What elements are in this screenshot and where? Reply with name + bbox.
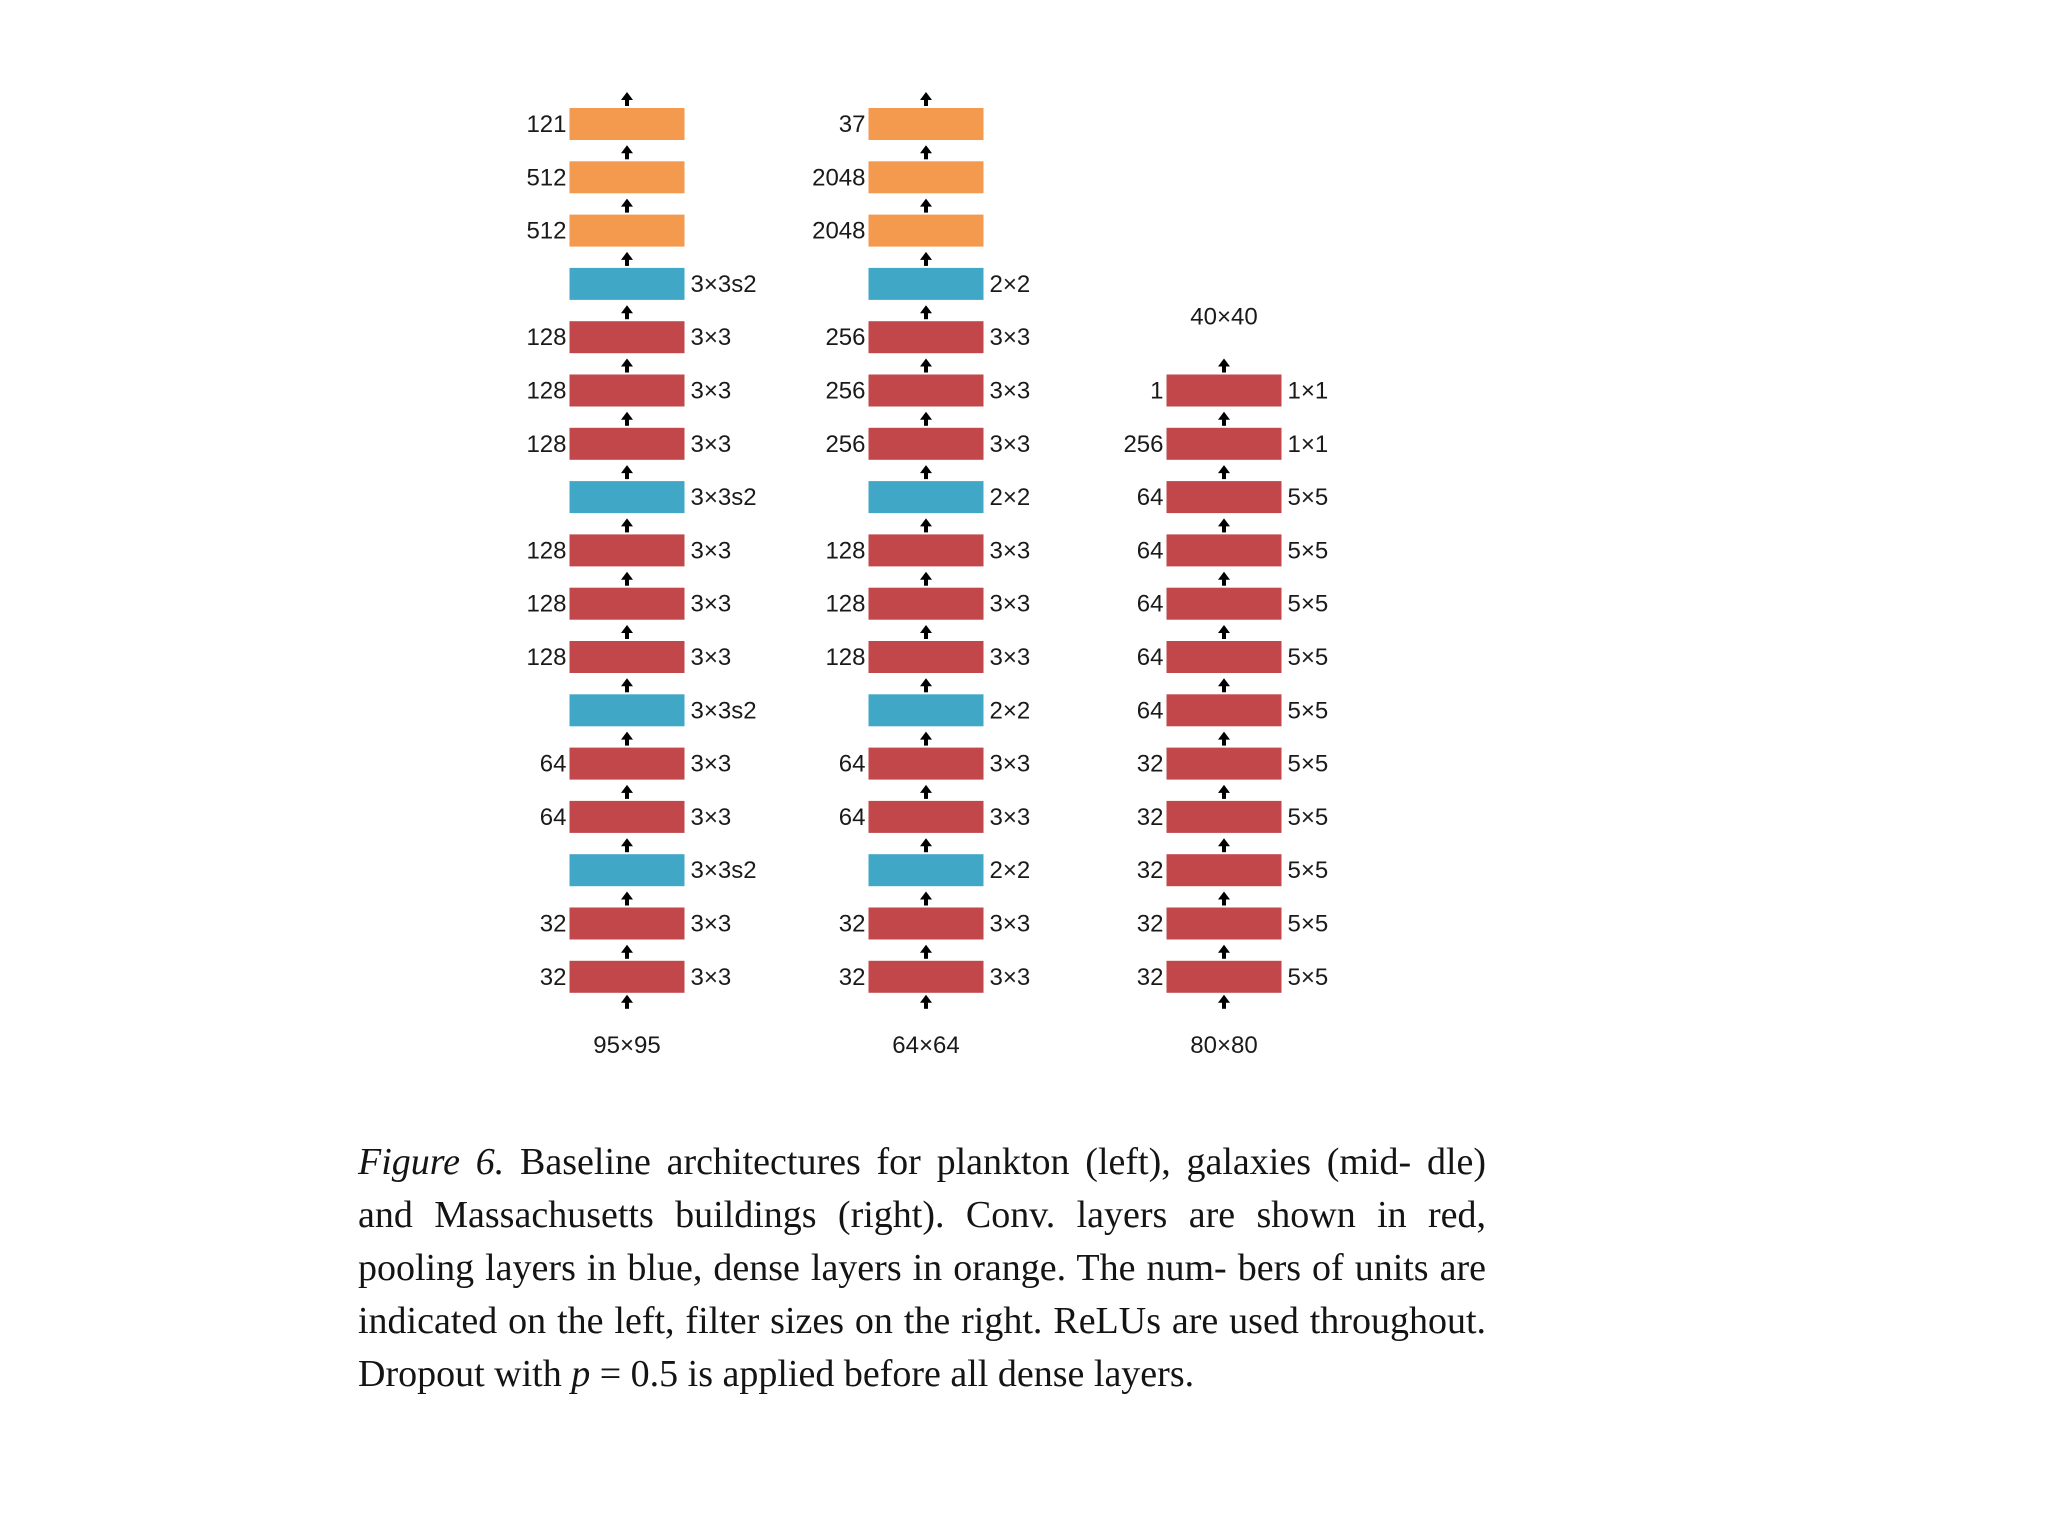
caption-line-5-end: = 0.5 is applied <box>599 1353 835 1395</box>
galaxies-filter-label: 3×3 <box>989 537 1031 565</box>
plankton-conv-layer-box <box>570 801 685 833</box>
massachusetts-buildings-conv-layer-box <box>1167 908 1282 940</box>
galaxies-arrow-icon <box>920 359 932 367</box>
massachusetts-buildings-units-label: 32 <box>1136 910 1164 938</box>
plankton-filter-label: 3×3s2 <box>690 270 757 298</box>
plankton-units-label: 512 <box>526 217 567 245</box>
galaxies-input-size-label: 64×64 <box>892 1031 960 1059</box>
plankton-units-label: 32 <box>539 910 567 938</box>
plankton-arrow-icon <box>621 945 633 953</box>
massachusetts-buildings-conv-layer-box <box>1167 481 1282 513</box>
plankton-filter-label: 3×3 <box>690 590 732 618</box>
caption-line-3: in red, pooling layers in blue, dense layers in orange. The num- <box>358 1194 1487 1289</box>
galaxies-units-label: 256 <box>825 324 866 352</box>
galaxies-arrow-icon <box>920 252 932 260</box>
massachusetts-buildings-conv-layer-box <box>1167 961 1282 993</box>
galaxies-arrow-icon <box>920 145 932 153</box>
plankton-pool-layer-box <box>570 854 685 886</box>
caption-line-5-start: ReLUs are used throughout. Dropout with <box>358 1300 1487 1395</box>
massachusetts-buildings-filter-label: 1×1 <box>1287 377 1329 405</box>
plankton-arrow-icon <box>621 732 633 740</box>
plankton-conv-layer-box <box>570 428 685 460</box>
galaxies-conv-layer-box <box>869 908 984 940</box>
plankton-units-label: 512 <box>526 164 567 192</box>
massachusetts-buildings-conv-layer-box <box>1167 534 1282 566</box>
massachusetts-buildings-filter-label: 5×5 <box>1287 697 1329 725</box>
plankton-input-arrow-icon <box>621 995 633 1003</box>
plankton-conv-layer-box <box>570 321 685 353</box>
galaxies-filter-label: 3×3 <box>989 750 1031 778</box>
plankton-conv-layer-box <box>570 641 685 673</box>
galaxies-units-label: 32 <box>838 910 866 938</box>
plankton-conv-layer-box <box>570 748 685 780</box>
massachusetts-buildings-filter-label: 5×5 <box>1287 750 1329 778</box>
plankton-arrow-icon <box>621 572 633 580</box>
plankton-filter-label: 3×3 <box>690 750 732 778</box>
galaxies-units-label: 64 <box>838 803 866 831</box>
galaxies-conv-layer-box <box>869 801 984 833</box>
galaxies-arrow-icon <box>920 678 932 686</box>
massachusetts-buildings-units-label: 64 <box>1136 484 1164 512</box>
plankton-pool-layer-box <box>570 481 685 513</box>
galaxies-units-label: 2048 <box>812 164 866 192</box>
massachusetts-buildings-conv-layer-box <box>1167 748 1282 780</box>
caption-line-1: Baseline architectures for plankton (left), galaxies (mid- <box>520 1141 1412 1183</box>
massachusetts-buildings-conv-layer-box <box>1167 588 1282 620</box>
massachusetts-buildings-conv-layer-box <box>1167 641 1282 673</box>
plankton-arrow-icon <box>621 892 633 900</box>
massachusetts-buildings-units-label: 64 <box>1136 644 1164 671</box>
galaxies-arrow-icon <box>920 838 932 846</box>
plankton-arrow-icon <box>621 412 633 420</box>
massachusetts-buildings-units-label: 64 <box>1136 590 1164 618</box>
galaxies-pool-layer-box <box>869 268 984 300</box>
massachusetts-buildings-arrow-icon <box>1218 678 1230 686</box>
massachusetts-buildings-conv-layer-box <box>1167 854 1282 886</box>
galaxies-units-label: 64 <box>838 750 866 778</box>
plankton-pool-layer-box <box>570 268 685 300</box>
galaxies-filter-label: 2×2 <box>989 857 1031 885</box>
galaxies-filter-label: 3×3 <box>989 803 1031 831</box>
plankton-pool-layer-box <box>570 694 685 726</box>
galaxies-conv-layer-box <box>869 534 984 566</box>
plankton-arrow-icon <box>621 838 633 846</box>
galaxies-units-label: 128 <box>825 590 866 618</box>
galaxies-units-label: 256 <box>825 430 866 458</box>
galaxies-filter-label: 3×3 <box>989 377 1031 405</box>
plankton-arrow-icon <box>621 678 633 686</box>
massachusetts-buildings-units-label: 256 <box>1123 430 1164 458</box>
massachusetts-buildings-arrow-icon <box>1218 945 1230 953</box>
plankton-units-label: 121 <box>526 111 567 138</box>
galaxies-filter-label: 3×3 <box>989 590 1031 618</box>
galaxies-input-arrow-icon <box>920 995 932 1003</box>
caption-math-p: p <box>571 1353 591 1395</box>
massachusetts-buildings-units-label: 32 <box>1136 857 1164 885</box>
massachusetts-buildings-conv-layer-box <box>1167 428 1282 460</box>
plankton-filter-label: 3×3 <box>690 644 732 671</box>
massachusetts-buildings-filter-label: 1×1 <box>1287 430 1329 458</box>
plankton-units-label: 64 <box>539 750 567 778</box>
massachusetts-buildings-filter-label: 5×5 <box>1287 857 1329 885</box>
galaxies-arrow-icon <box>920 465 932 473</box>
plankton-units-label: 128 <box>526 377 567 405</box>
galaxies-arrow-icon <box>920 945 932 953</box>
plankton-filter-label: 3×3s2 <box>690 697 757 725</box>
galaxies-arrow-icon <box>920 625 932 633</box>
galaxies-arrow-icon <box>920 572 932 580</box>
galaxies-units-label: 128 <box>825 537 866 565</box>
massachusetts-buildings-units-label: 32 <box>1136 803 1164 831</box>
plankton-arrow-icon <box>621 785 633 793</box>
plankton-conv-layer-box <box>570 961 685 993</box>
galaxies-dense-layer-box <box>869 108 984 140</box>
massachusetts-buildings-input-size-label: 80×80 <box>1190 1031 1258 1059</box>
plankton-arrow-icon <box>621 359 633 367</box>
galaxies-conv-layer-box <box>869 375 984 407</box>
plankton-units-label: 128 <box>526 430 567 458</box>
galaxies-arrow-icon <box>920 785 932 793</box>
galaxies-dense-layer-box <box>869 161 984 193</box>
plankton-filter-label: 3×3 <box>690 537 732 565</box>
plankton-filter-label: 3×3s2 <box>690 484 757 512</box>
massachusetts-buildings-filter-label: 5×5 <box>1287 537 1329 565</box>
galaxies-filter-label: 2×2 <box>989 270 1031 298</box>
massachusetts-buildings-arrow-icon <box>1218 785 1230 793</box>
massachusetts-buildings-filter-label: 5×5 <box>1287 590 1329 618</box>
galaxies-pool-layer-box <box>869 481 984 513</box>
plankton-arrow-icon <box>621 305 633 313</box>
caption-line-2: dle) and Massachusetts buildings (right). Conv. layers are shown <box>358 1141 1487 1236</box>
plankton-conv-layer-box <box>570 534 685 566</box>
plankton-input-size-label: 95×95 <box>593 1031 661 1059</box>
massachusetts-buildings-arrow-icon <box>1218 465 1230 473</box>
galaxies-filter-label: 3×3 <box>989 430 1031 458</box>
plankton-arrow-icon <box>621 145 633 153</box>
massachusetts-buildings-filter-label: 5×5 <box>1287 963 1329 991</box>
plankton-dense-layer-box <box>570 161 685 193</box>
massachusetts-buildings-conv-layer-box <box>1167 801 1282 833</box>
plankton-arrow-icon <box>621 518 633 526</box>
plankton-units-label: 128 <box>526 644 567 671</box>
galaxies-units-label: 32 <box>838 963 866 991</box>
galaxies-units-label: 2048 <box>812 217 866 245</box>
plankton-arrow-icon <box>621 465 633 473</box>
galaxies-arrow-icon <box>920 305 932 313</box>
galaxies-arrow-icon <box>920 732 932 740</box>
galaxies-arrow-icon <box>920 92 932 100</box>
galaxies-units-label: 256 <box>825 377 866 405</box>
massachusetts-buildings-filter-label: 5×5 <box>1287 803 1329 831</box>
galaxies-arrow-icon <box>920 518 932 526</box>
plankton-filter-label: 3×3 <box>690 377 732 405</box>
plankton-units-label: 64 <box>539 803 567 831</box>
galaxies-pool-layer-box <box>869 854 984 886</box>
galaxies-units-label: 37 <box>838 111 866 138</box>
galaxies-conv-layer-box <box>869 641 984 673</box>
plankton-conv-layer-box <box>570 908 685 940</box>
galaxies-conv-layer-box <box>869 588 984 620</box>
massachusetts-buildings-conv-layer-box <box>1167 375 1282 407</box>
galaxies-units-label: 128 <box>825 644 866 671</box>
massachusetts-buildings-filter-label: 5×5 <box>1287 484 1329 512</box>
massachusetts-buildings-units-label: 32 <box>1136 750 1164 778</box>
plankton-units-label: 32 <box>539 963 567 991</box>
plankton-dense-layer-box <box>570 215 685 247</box>
plankton-filter-label: 3×3 <box>690 803 732 831</box>
plankton-filter-label: 3×3s2 <box>690 857 757 885</box>
massachusetts-buildings-arrow-icon <box>1218 732 1230 740</box>
plankton-arrow-icon <box>621 92 633 100</box>
massachusetts-buildings-arrow-icon <box>1218 625 1230 633</box>
plankton-conv-layer-box <box>570 588 685 620</box>
plankton-units-label: 128 <box>526 324 567 352</box>
galaxies-filter-label: 2×2 <box>989 697 1031 725</box>
massachusetts-buildings-arrow-icon <box>1218 838 1230 846</box>
galaxies-arrow-icon <box>920 199 932 207</box>
caption-figure-label: Figure 6. <box>358 1141 505 1183</box>
plankton-units-label: 128 <box>526 590 567 618</box>
massachusetts-buildings-arrow-icon <box>1218 412 1230 420</box>
galaxies-conv-layer-box <box>869 961 984 993</box>
galaxies-conv-layer-box <box>869 428 984 460</box>
massachusetts-buildings-units-label: 32 <box>1136 963 1164 991</box>
massachusetts-buildings-conv-layer-box <box>1167 694 1282 726</box>
galaxies-filter-label: 3×3 <box>989 910 1031 938</box>
plankton-units-label: 128 <box>526 537 567 565</box>
massachusetts-buildings-output-size-label: 40×40 <box>1190 303 1258 331</box>
plankton-filter-label: 3×3 <box>690 430 732 458</box>
plankton-dense-layer-box <box>570 108 685 140</box>
massachusetts-buildings-arrow-icon <box>1218 359 1230 367</box>
massachusetts-buildings-arrow-icon <box>1218 518 1230 526</box>
galaxies-conv-layer-box <box>869 321 984 353</box>
caption-line-6: before all dense layers. <box>843 1353 1195 1395</box>
galaxies-filter-label: 3×3 <box>989 963 1031 991</box>
massachusetts-buildings-filter-label: 5×5 <box>1287 644 1329 671</box>
galaxies-dense-layer-box <box>869 215 984 247</box>
plankton-arrow-icon <box>621 252 633 260</box>
plankton-filter-label: 3×3 <box>690 963 732 991</box>
galaxies-pool-layer-box <box>869 694 984 726</box>
massachusetts-buildings-input-arrow-icon <box>1218 995 1230 1003</box>
figure-caption <box>358 1136 1486 1401</box>
plankton-filter-label: 3×3 <box>690 910 732 938</box>
massachusetts-buildings-filter-label: 5×5 <box>1287 910 1329 938</box>
galaxies-arrow-icon <box>920 892 932 900</box>
massachusetts-buildings-units-label: 1 <box>1150 377 1164 405</box>
galaxies-filter-label: 3×3 <box>989 324 1031 352</box>
massachusetts-buildings-units-label: 64 <box>1136 537 1164 565</box>
plankton-arrow-icon <box>621 199 633 207</box>
massachusetts-buildings-arrow-icon <box>1218 892 1230 900</box>
caption-line-4: bers of units are indicated on the left, filter sizes on the right. <box>358 1247 1486 1342</box>
galaxies-filter-label: 3×3 <box>989 644 1031 671</box>
galaxies-arrow-icon <box>920 412 932 420</box>
galaxies-conv-layer-box <box>869 748 984 780</box>
plankton-conv-layer-box <box>570 375 685 407</box>
galaxies-filter-label: 2×2 <box>989 484 1031 512</box>
plankton-filter-label: 3×3 <box>690 324 732 352</box>
massachusetts-buildings-units-label: 64 <box>1136 697 1164 725</box>
plankton-arrow-icon <box>621 625 633 633</box>
massachusetts-buildings-arrow-icon <box>1218 572 1230 580</box>
